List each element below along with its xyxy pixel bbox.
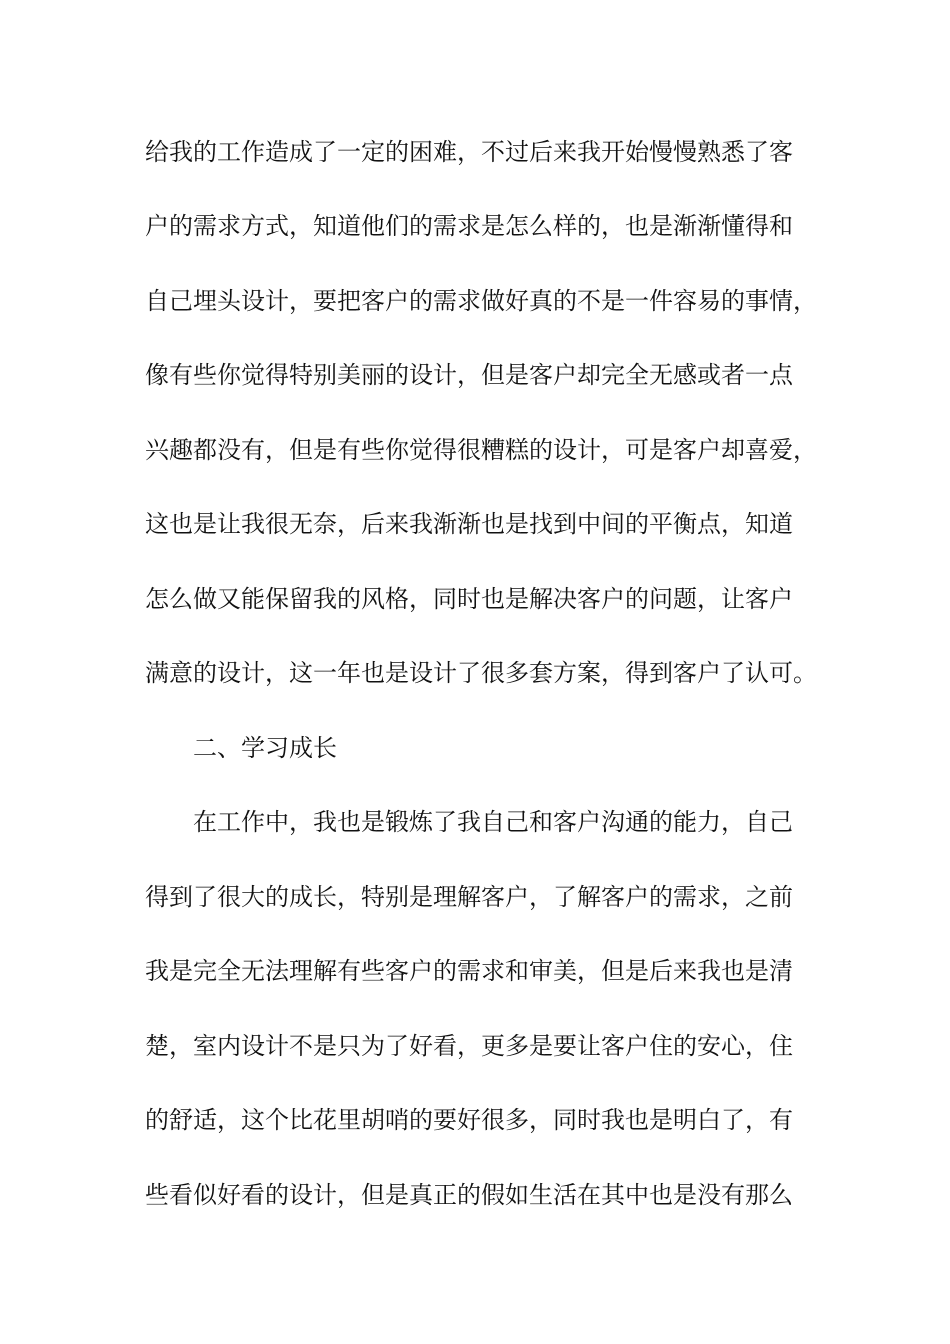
paragraph-line: 户的需求方式，知道他们的需求是怎么样的，也是渐渐懂得和 [145,212,793,240]
paragraph-line: 兴趣都没有，但是有些你觉得很糟糕的设计，可是客户却喜爱， [145,436,817,464]
paragraph-line: 给我的工作造成了一定的困难，不过后来我开始慢慢熟悉了客 [145,138,793,166]
paragraph-line: 楚，室内设计不是只为了好看，更多是要让客户住的安心，住 [145,1032,793,1060]
paragraph-line: 这也是让我很无奈，后来我渐渐也是找到中间的平衡点，知道 [145,510,793,538]
section-heading: 二、学习成长 [193,734,337,762]
paragraph-line: 我是完全无法理解有些客户的需求和审美，但是后来我也是清 [145,957,793,985]
paragraph-line: 在工作中，我也是锻炼了我自己和客户沟通的能力，自己 [193,808,793,836]
paragraph-line: 些看似好看的设计，但是真正的假如生活在其中也是没有那么 [145,1181,793,1209]
paragraph-line: 怎么做又能保留我的风格，同时也是解决客户的问题，让客户 [145,585,793,613]
paragraph-line: 的舒适，这个比花里胡哨的要好很多，同时我也是明白了，有 [145,1106,793,1134]
paragraph-line: 像有些你觉得特别美丽的设计，但是客户却完全无感或者一点 [145,361,793,389]
paragraph-line: 自己埋头设计，要把客户的需求做好真的不是一件容易的事情， [145,287,817,315]
paragraph-line: 得到了很大的成长，特别是理解客户，了解客户的需求，之前 [145,883,793,911]
paragraph-line: 满意的设计，这一年也是设计了很多套方案，得到客户了认可。 [145,659,817,687]
